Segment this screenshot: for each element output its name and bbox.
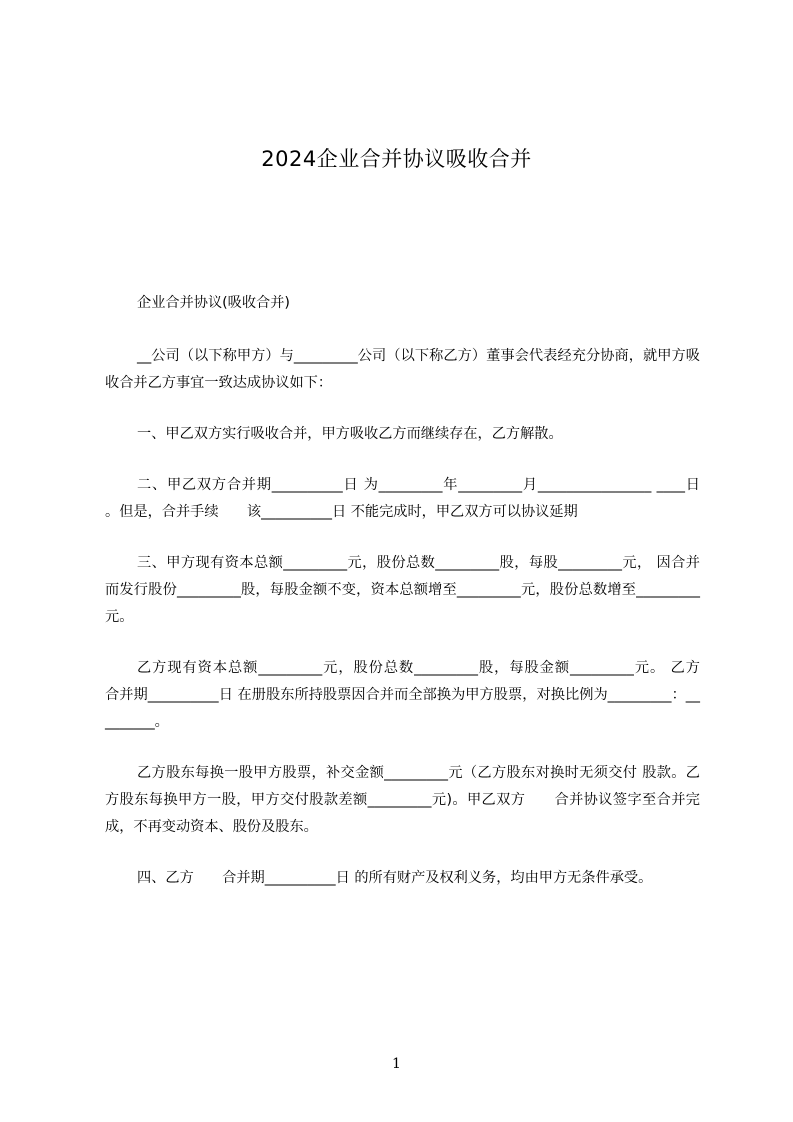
paragraph-intro: __公司（以下称甲方）与_________公司（以下称乙方）董事会代表经充分协商，就甲方吸收合并乙方事宜一致达成协议如下： — [105, 348, 700, 391]
paragraph-article-4: 四、乙方 合并期__________日 的所有财产及权利义务，均由甲方无条件承受。 — [137, 870, 653, 886]
paragraph-article-3: 三、甲方现有资本总额_________元，股份总数_________股，每股_________元， 因合并而发行股份_________股，每股金额不变，资本总额增至_________元，股份总数增至_________元。 — [105, 555, 700, 625]
document-body — [105, 290, 729, 916]
paragraph-share-exchange: 乙方股东每换一股甲方股票，补交金额_________元（乙方股东对换时无须交付 股款。乙方股东每换甲方一股，甲方交付股款差额_________元)。甲乙双方 合并协议签字至合并完成，不再变动资本、股份及股东。 — [105, 765, 700, 835]
page-number: 1 — [392, 1056, 401, 1072]
paragraph-party-b-capital: 乙方现有资本总额_________元，股份总数_________股，每股金额_________元。 乙方 合并期__________日 在册股东所持股票因合并而全部换为甲方股票，对换比例为_________：_________。 — [105, 660, 729, 730]
paragraph-heading: 企业合并协议(吸收合并) — [137, 295, 290, 311]
paragraph-article-1: 一、甲乙双方实行吸收合并，甲方吸收乙方而继续存在，乙方解散。 — [137, 426, 563, 442]
document-title: 2024企业合并协议吸收合并 — [261, 147, 532, 171]
paragraph-article-2: 二、甲乙双方合并期__________日 为_________年_________月________________ ____日 。但是，合并手续 该__________日 不能完成时，甲乙双方可以协议延期 — [105, 477, 700, 520]
